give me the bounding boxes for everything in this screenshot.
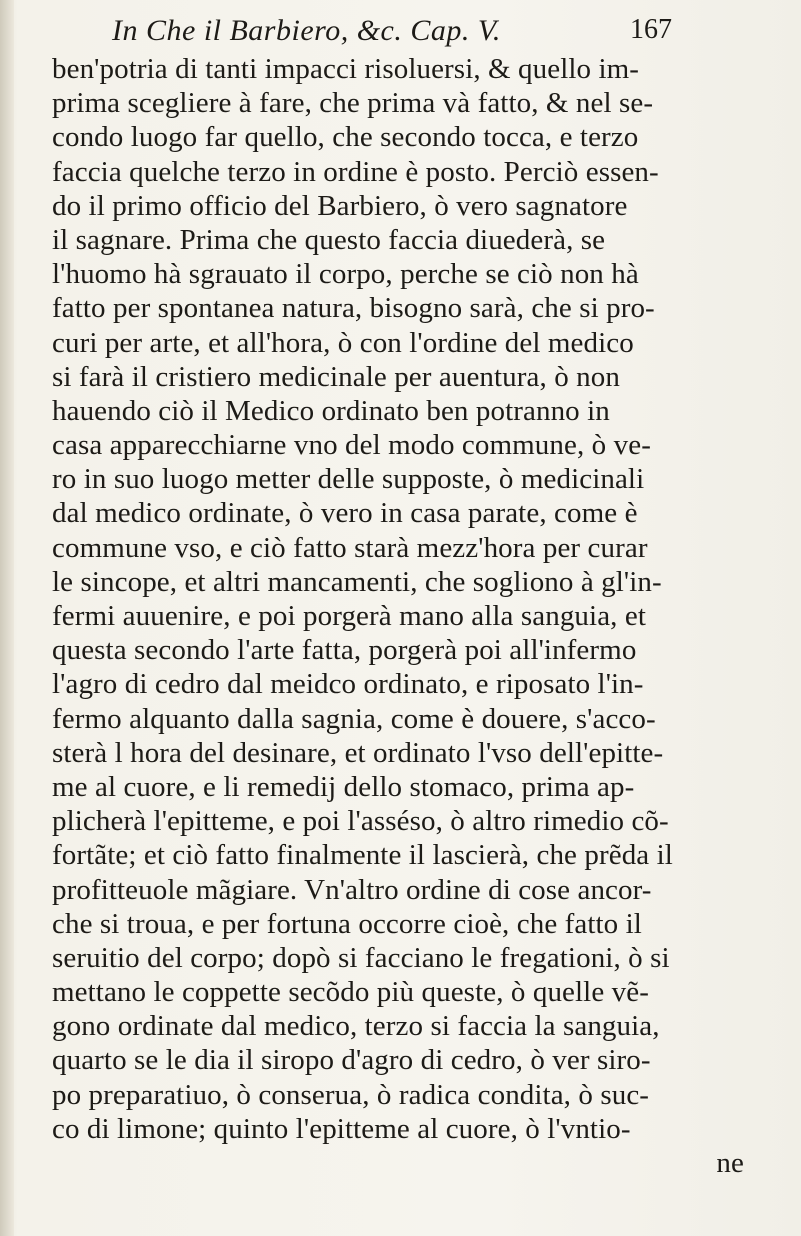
text-line: che si troua, e per fortuna occorre cioè, che fatto il bbox=[52, 907, 642, 940]
text-line: plicherà l'epitteme, e poi l'asséso, ò altro rimedio cõ- bbox=[52, 805, 669, 838]
text-line: me al cuore, e li remedij dello stomaco, prima ap- bbox=[52, 770, 635, 803]
body-text bbox=[52, 52, 784, 1180]
text-line: fortãte; et ciò fatto finalmente il lascierà, che prẽda il bbox=[52, 839, 673, 872]
text-line: l'agro di cedro dal meidco ordinato, e riposato l'in- bbox=[52, 668, 644, 701]
text-line: casa apparecchiarne vno del modo commune, ò ve- bbox=[52, 429, 651, 462]
text-line: prima scegliere à fare, che prima và fatto, & nel se- bbox=[52, 87, 654, 120]
text-line: quarto se le dia il siropo d'agro di cedro, ò ver siro- bbox=[52, 1044, 651, 1077]
text-line: ro in suo luogo metter delle supposte, ò medicinali bbox=[52, 463, 645, 496]
text-line: ben'potria di tanti impacci risoluersi, & quello im- bbox=[52, 53, 640, 85]
text-line: po preparatiuo, ò conserua, ò radica condita, ò suc- bbox=[52, 1078, 650, 1111]
text-line: fermo alquanto dalla sagnia, come è douere, s'acco- bbox=[52, 702, 656, 735]
text-line: il sagnare. Prima che questo faccia diuederà, se bbox=[52, 223, 606, 256]
text-line: condo luogo far quello, che secondo tocca, e terzo bbox=[52, 121, 639, 154]
text-line: hauendo ciò il Medico ordinato ben potranno in bbox=[52, 394, 610, 427]
text-line: ne bbox=[716, 1147, 744, 1179]
text-line: dal medico ordinate, ò vero in casa parate, come è bbox=[52, 497, 638, 530]
page-gutter bbox=[0, 0, 14, 1236]
text-line: faccia quelche terzo in ordine è posto. Perciò essen- bbox=[52, 155, 659, 188]
page-number: 167 bbox=[630, 14, 672, 45]
text-line: co di limone; quinto l'epitteme al cuore, ò l'vntio- bbox=[52, 1112, 631, 1145]
text-line: fatto per spontanea natura, bisogno sarà, che si pro- bbox=[52, 292, 655, 325]
text-line: gono ordinate dal medico, terzo si faccia la sanguia, bbox=[52, 1010, 660, 1043]
text-line: profitteuole mãgiare. Vn'altro ordine di cose ancor- bbox=[52, 873, 652, 906]
text-line: mettano le coppette secõdo più queste, ò quelle vẽ- bbox=[52, 976, 649, 1009]
text-line: l'huomo hà sgrauato il corpo, perche se ciò non hà bbox=[52, 258, 639, 291]
text-line: fermi auuenire, e poi porgerà mano alla sanguia, et bbox=[52, 600, 646, 632]
text-line: si farà il cristiero medicinale per auentura, ò non bbox=[52, 360, 620, 393]
text-line: questa secondo l'arte fatta, porgerà poi all'infermo bbox=[52, 634, 637, 667]
page-header bbox=[112, 14, 672, 54]
text-line: le sincope, et altri mancamenti, che sogliono à gl'in- bbox=[52, 565, 662, 598]
text-line: curi per arte, et all'hora, ò con l'ordine del medico bbox=[52, 326, 634, 359]
text-line: commune vso, e ciò fatto starà mezz'hora per curar bbox=[52, 531, 648, 564]
running-head: In Che il Barbiero, &c. Cap. V. bbox=[112, 14, 501, 47]
text-line: do il primo officio del Barbiero, ò vero sagnatore bbox=[52, 189, 628, 222]
text-line: seruitio del corpo; dopò si facciano le fregationi, ò si bbox=[52, 941, 670, 974]
text-line: sterà l hora del desinare, et ordinato l'vso dell'epitte- bbox=[52, 736, 664, 769]
